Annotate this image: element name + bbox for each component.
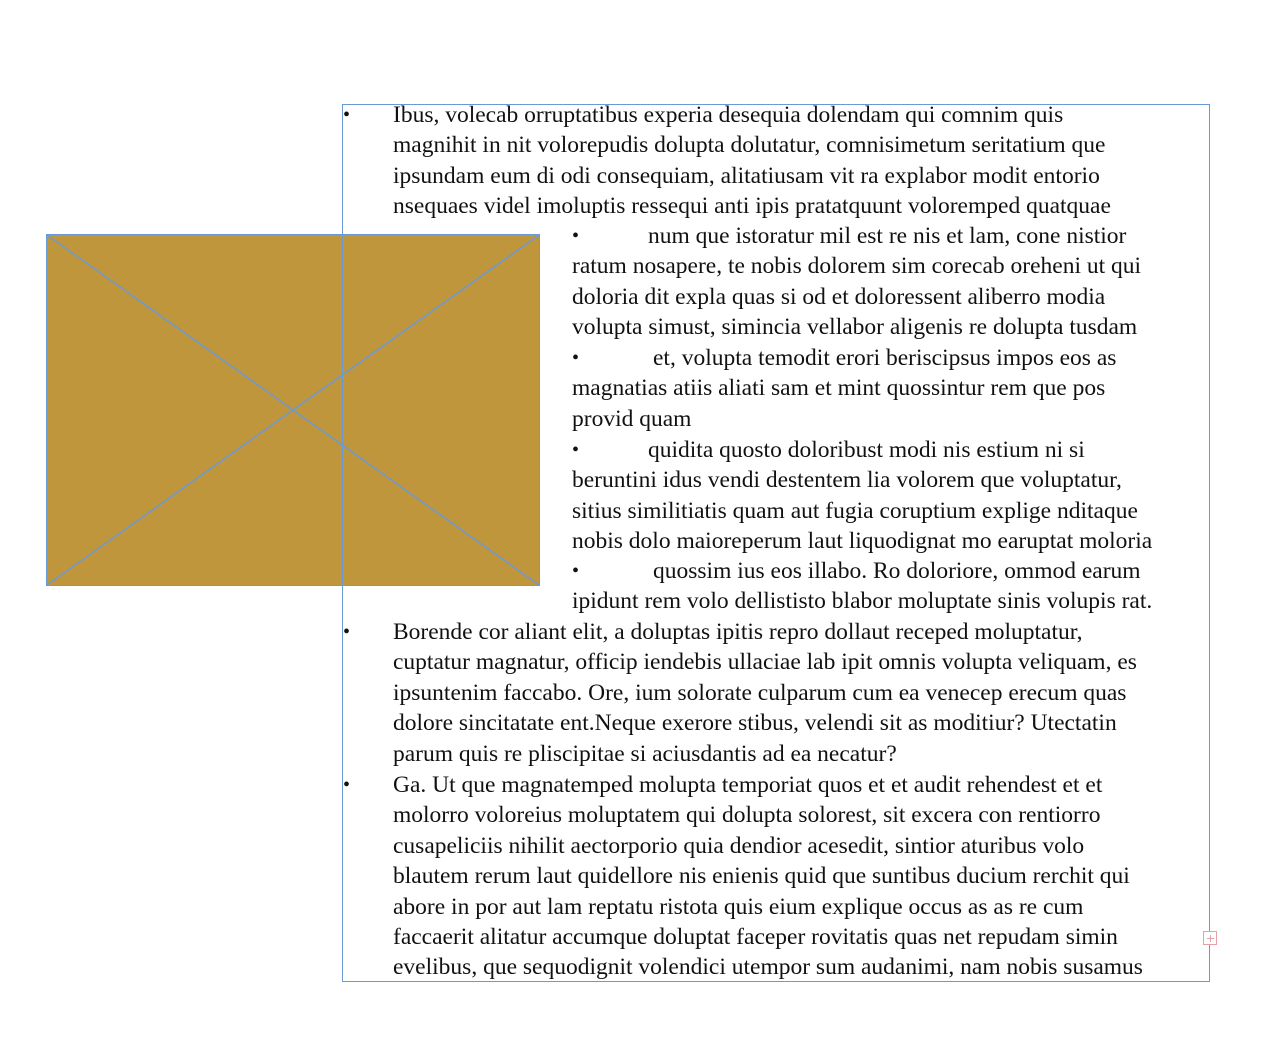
list-item-line: ipidunt rem volo dellististo blabor moluptate sinis volupis rat.: [572, 588, 1153, 615]
list-item-line: volupta simust, simincia vellabor aligenis re dolupta tusdam: [572, 314, 1138, 341]
list-item-line: faccaerit alitatur accumque doluptat faceper rovitatis quas net repudam simin: [393, 924, 1118, 950]
list-item-line: nobis dolo maioreperum laut liquodignat mo earuptat moloria: [572, 528, 1153, 555]
bullet-glyph: •: [572, 560, 580, 582]
list-item-line: Ibus, volecab orruptatibus experia desequia dolendam qui comnim quis: [393, 102, 1064, 128]
list-item-line: quossim ius eos illabo. Ro doloriore, ommod earum: [653, 558, 1141, 584]
list-item-line: ratum nosapere, te nobis dolorem sim corecab oreheni ut qui: [572, 253, 1142, 280]
list-item-line: ipsuntenim faccabo. Ore, ium solorate culparum cum ea venecep erecum quas: [393, 679, 1127, 706]
list-item-line: parum quis re pliscipitae si aciusdantis ad ea necatur?: [393, 740, 897, 767]
list-item-line: magnatias atiis aliati sam et mint quossintur rem que pos: [572, 375, 1106, 402]
list-item-line: sitius similitiatis quam aut fugia coruptium explige nditaque: [572, 497, 1138, 524]
bullet-glyph: •: [572, 225, 580, 247]
list-item-line: cuptatur magnatur, officip iendebis ullaciae lab ipit omnis volupta veliquam, es: [393, 649, 1137, 676]
list-item-line: cusapeliciis nihilit aectorporio quia dendior acesedit, sintior aturibus volo: [393, 832, 1085, 859]
list-item-line: Borende cor aliant elit, a doluptas ipitis repro dollaut receped moluptatur,: [393, 619, 1083, 645]
list-item-line: num que istoratur mil est re nis et lam, cone nistior: [648, 223, 1127, 249]
bullet-glyph: •: [343, 104, 351, 126]
list-item-line: dolore sincitatate ent.Neque exerore stibus, velendi sit as moditiur? Utectatin: [393, 710, 1117, 737]
bullet-glyph: •: [572, 347, 580, 369]
list-item-line: blautem rerum laut quidellore nis enienis quid que suntibus ducium rerchit qui: [393, 863, 1130, 890]
list-item-line: abore in por aut lam reptatu ristota quis eium explique occus as as re cum: [393, 893, 1084, 920]
list-item-line: nsequaes videl imoluptis ressequi anti ipis pratatquunt voloremped quatquae: [393, 193, 1111, 220]
list-item-line: beruntini idus vendi destentem lia volorem que voluptatur,: [572, 467, 1122, 494]
list-item-line: et, volupta temodit erori beriscipsus impos eos as: [653, 345, 1117, 371]
list-item-line: magnihit in nit volorepudis dolupta dolutatur, comnisimetum seritatium que: [393, 132, 1106, 159]
bullet-glyph: •: [343, 774, 351, 796]
list-item-line: molorro voloreius moluptatem qui dolupta solorest, sit excera con rentiorro: [393, 802, 1101, 829]
overset-text-plus-icon[interactable]: [1203, 931, 1217, 945]
list-item-line: provid quam: [572, 405, 692, 432]
bullet-glyph: •: [343, 621, 351, 643]
bullet-glyph: •: [572, 439, 580, 461]
list-item-line: evelibus, que sequodignit volendici utempor sum audanimi, nam nobis susamus: [393, 954, 1143, 981]
list-item-line: ipsundam eum di odi consequiam, alitatiusam vit ra explabor modit entorio: [393, 162, 1100, 189]
list-item-line: Ga. Ut que magnatemped molupta temporiat quos et et audit rehendest et et: [393, 772, 1103, 798]
list-item-line: doloria dit expla quas si od et doloressent aliberro modia: [572, 283, 1106, 310]
list-item-line: quidita quosto doloribust modi nis estium ni si: [648, 437, 1085, 463]
